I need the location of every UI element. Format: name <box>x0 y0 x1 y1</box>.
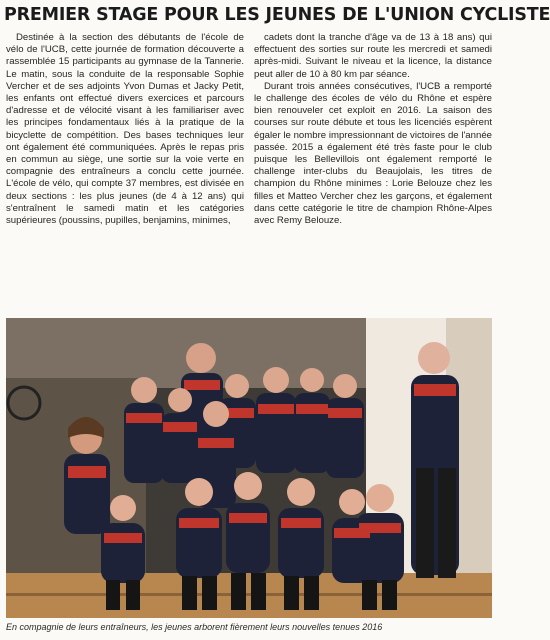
article-column-left <box>6 32 244 316</box>
team-photo <box>6 318 492 618</box>
article-body <box>6 32 492 316</box>
article-headline: PREMIER STAGE POUR LES JEUNES DE L'UNION CYCLISTE <box>4 5 550 25</box>
photo-caption: En compagnie de leurs entraîneurs, les jeunes arborent fièrement leurs nouvelles tenues 2016 <box>6 622 383 632</box>
paragraph: cadets dont la tranche d'âge va de 13 à 18 ans) qui effectuent des sorties sur route les mercredi et samedi après-midi. Suivant le niveau et la licence, la distance peut aller de 10 à 80 km par séance. <box>254 32 492 80</box>
paragraph: Destinée à la section des débutants de l'école de vélo de l'UCB, cette journée de formation découverte a rassemblée 15 participants au gymnase de la Tannerie. Le matin, sous la conduite de la responsable Sophie Vercher et de ses adjoints Yvon Dumas et Jacky Petit, les enfants ont effectué divers exercices et parcours d'adresse et de vélocité visant à les familiariser avec les principes fondamentaux liés à la pratique de la bicyclette de compétition. Des bases techniques leur ont également été communiquées. Après le repas pris en commun au siège, une sortie sur la voie verte en compagnie des entraîneurs a conclu cette journée. L'école de vélo, qui compte 37 membres, est divisée en deux sections : les plus jeunes (de 4 à 12 ans) qui s'entraînent le samedi matin et les catégories supérieures (poussins, pupilles, benjamins, minimes, <box>6 32 244 227</box>
article-column-right <box>254 32 492 316</box>
paragraph: Durant trois années consécutives, l'UCB a remporté le challenge des écoles de vélo du Rhône et espère bien renouveler cet exploit en 2016. La saison des courses sur route débute et tous les licenciés espèrent égaler le nombre impressionnant de victoires de l'année passée. 2015 a également été très faste pour le club puisque les Bellevillois ont également remporté le challenge inter-clubs du Beaujolais, les titres de champion du Rhône minimes : Lorie Belouze chez les filles et Matteo Vercher chez les garçons, et également dans cette catégorie le titre de champion Rhône-Alpes avec Remy Belouze. <box>254 80 492 227</box>
